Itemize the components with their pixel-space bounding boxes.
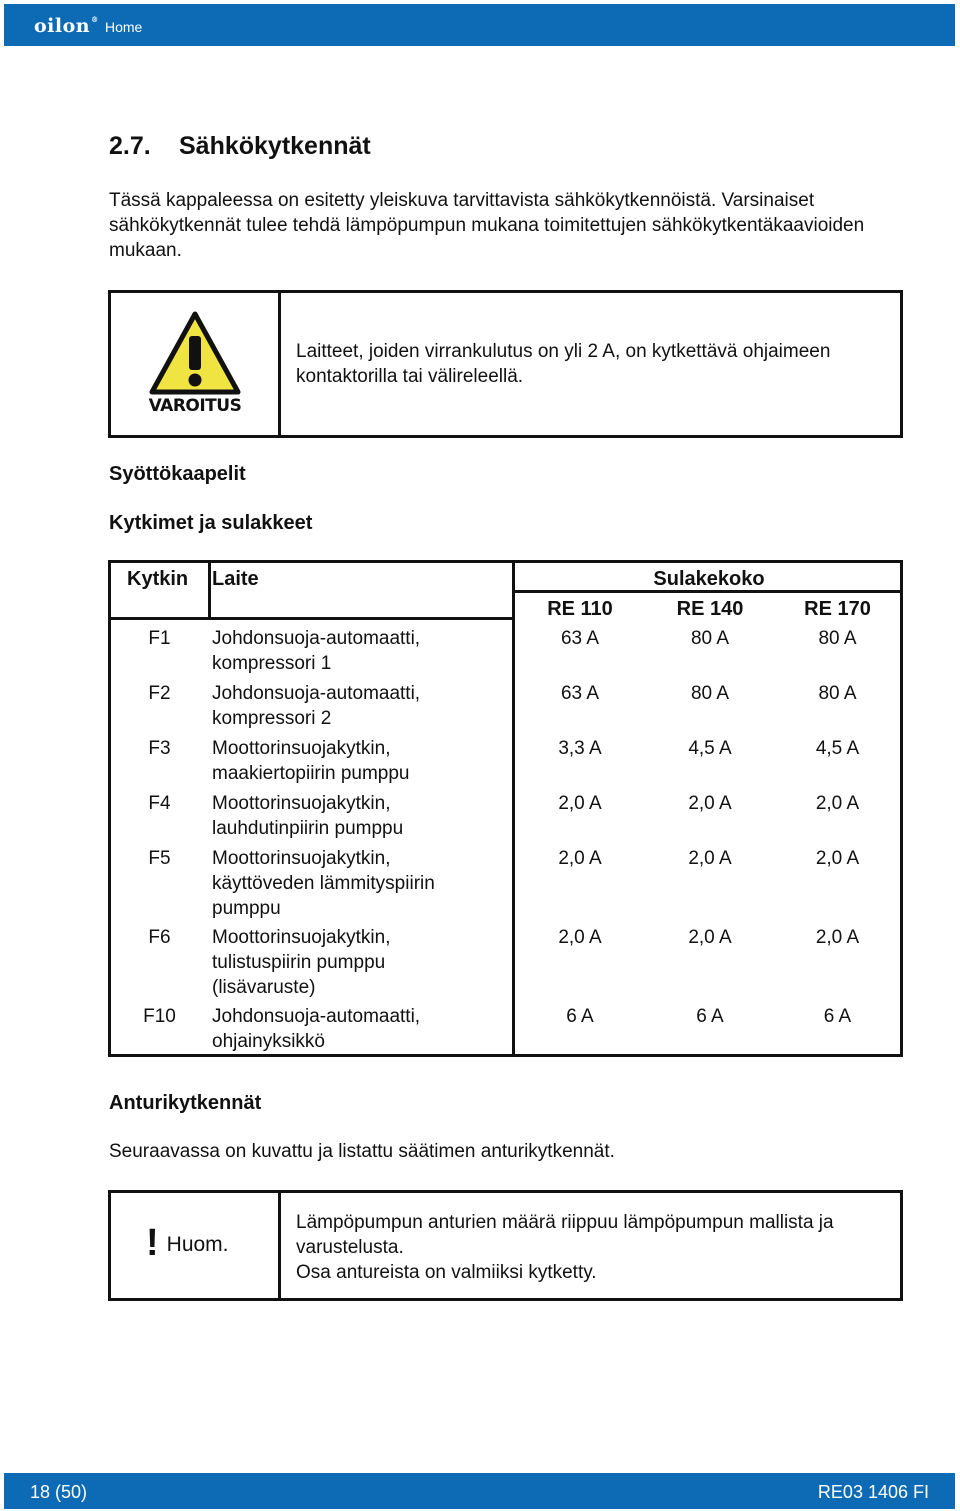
- note-line-1: Lämpöpumpun anturien määrä riippuu lämpöpumpun mallista ja varustelusta.: [296, 1212, 834, 1258]
- warning-box: [108, 290, 903, 438]
- note-text: [296, 1210, 896, 1285]
- row-f3-re170: 4,5 A: [815, 738, 860, 759]
- row-f2-re170: 80 A: [818, 683, 857, 704]
- row-f4-switch: F4: [148, 793, 171, 814]
- warning-text: Laitteet, joiden virrankulutus on yli 2 A, on kytkettävä ohjaimeen kontaktorilla tai välireleellä.: [296, 341, 831, 387]
- doc-code: RE03 1406 FI: [817, 1482, 929, 1502]
- row-f4-device: Moottorinsuojakytkin, lauhdutinpiirin pumppu: [212, 793, 404, 839]
- section-title-text: Sähkökytkennät: [179, 132, 371, 160]
- warning-label: VAROITUS: [148, 396, 242, 416]
- row-f6-re110: 2,0 A: [558, 927, 602, 948]
- row-f3-re140: 4,5 A: [688, 738, 732, 759]
- model-re110-header: RE 110: [547, 598, 613, 620]
- row-f2-re110: 63 A: [560, 683, 600, 704]
- note-label: [146, 1222, 229, 1265]
- brand-name: oilon: [34, 15, 91, 37]
- model-re170-header: RE 170: [804, 598, 871, 620]
- row-f1-re170: 80 A: [818, 628, 857, 649]
- sensor-connections-heading: Anturikytkennät: [109, 1092, 262, 1114]
- row-f5-re110: 2,0 A: [558, 848, 602, 869]
- footer-bar: [4, 1473, 955, 1509]
- feed-cables-heading: Syöttökaapelit: [109, 463, 246, 485]
- row-f3-re110: 3,3 A: [558, 738, 602, 759]
- sensor-text: Seuraavassa on kuvattu ja listattu säätimen anturikytkennät.: [109, 1141, 615, 1162]
- row-f6-device: Moottorinsuojakytkin, tulistuspiirin pumppu (lisävaruste): [212, 927, 391, 998]
- row-f2-re140: 80 A: [690, 683, 730, 704]
- brand-sub: Home: [105, 19, 143, 35]
- row-f10-switch: F10: [143, 1006, 176, 1027]
- row-f1-device: Johdonsuoja-automaatti, kompressori 1: [212, 628, 421, 674]
- row-f10-device: Johdonsuoja-automaatti, ohjainyksikkö: [212, 1006, 421, 1052]
- row-f2-switch: F2: [148, 683, 171, 704]
- note-box: [108, 1190, 903, 1301]
- row-f6-switch: F6: [148, 927, 171, 948]
- row-f6-re170: 2,0 A: [815, 927, 860, 948]
- row-f5-re170: 2,0 A: [815, 848, 860, 869]
- col-device-header: Laite: [212, 568, 259, 590]
- row-f3-device: Moottorinsuojakytkin, maakiertopiirin pumppu: [212, 738, 410, 784]
- warning-icon: [148, 310, 242, 420]
- section-number: 2.7.: [109, 132, 151, 160]
- exclamation-icon: !: [146, 1222, 159, 1264]
- row-f10-re140: 6 A: [696, 1006, 724, 1027]
- intro-paragraph: Tässä kappaleessa on esitetty yleiskuva tarvittavista sähkökytkennöistä. Varsinaiset sähkökytkennät tulee tehdä lämpöpumpun mukana toimitettujen sähkökytkentäkaavioiden mukaan.: [109, 190, 865, 261]
- note-label-text: Huom.: [166, 1233, 229, 1256]
- row-f5-device: Moottorinsuojakytkin, käyttöveden lämmityspiirin pumppu: [212, 848, 435, 919]
- row-f4-re110: 2,0 A: [558, 793, 602, 814]
- row-f5-re140: 2,0 A: [688, 848, 732, 869]
- row-f2-device: Johdonsuoja-automaatti, kompressori 2: [212, 683, 421, 729]
- page-number: 18 (50): [30, 1482, 88, 1502]
- fuse-table: [108, 560, 903, 1057]
- brand-logo[interactable]: oilon®: [34, 15, 99, 37]
- model-re140-header: RE 140: [676, 598, 744, 620]
- col-switch-header: Kytkin: [127, 568, 189, 590]
- row-f6-re140: 2,0 A: [688, 927, 732, 948]
- row-f10-re110: 6 A: [566, 1006, 594, 1027]
- note-line-2: Osa antureista on valmiiksi kytketty.: [296, 1262, 597, 1283]
- row-f1-re110: 63 A: [560, 628, 600, 649]
- row-f10-re170: 6 A: [823, 1006, 852, 1027]
- row-f4-re170: 2,0 A: [815, 793, 860, 814]
- row-f1-switch: F1: [148, 628, 171, 649]
- row-f3-switch: F3: [148, 738, 171, 759]
- col-fuse-header: Sulakekoko: [653, 568, 765, 590]
- row-f4-re140: 2,0 A: [688, 793, 732, 814]
- header-bar: [4, 4, 955, 46]
- section-title: [109, 132, 371, 161]
- row-f5-switch: F5: [148, 848, 171, 869]
- row-f1-re140: 80 A: [690, 628, 730, 649]
- switches-fuses-heading: Kytkimet ja sulakkeet: [109, 512, 313, 534]
